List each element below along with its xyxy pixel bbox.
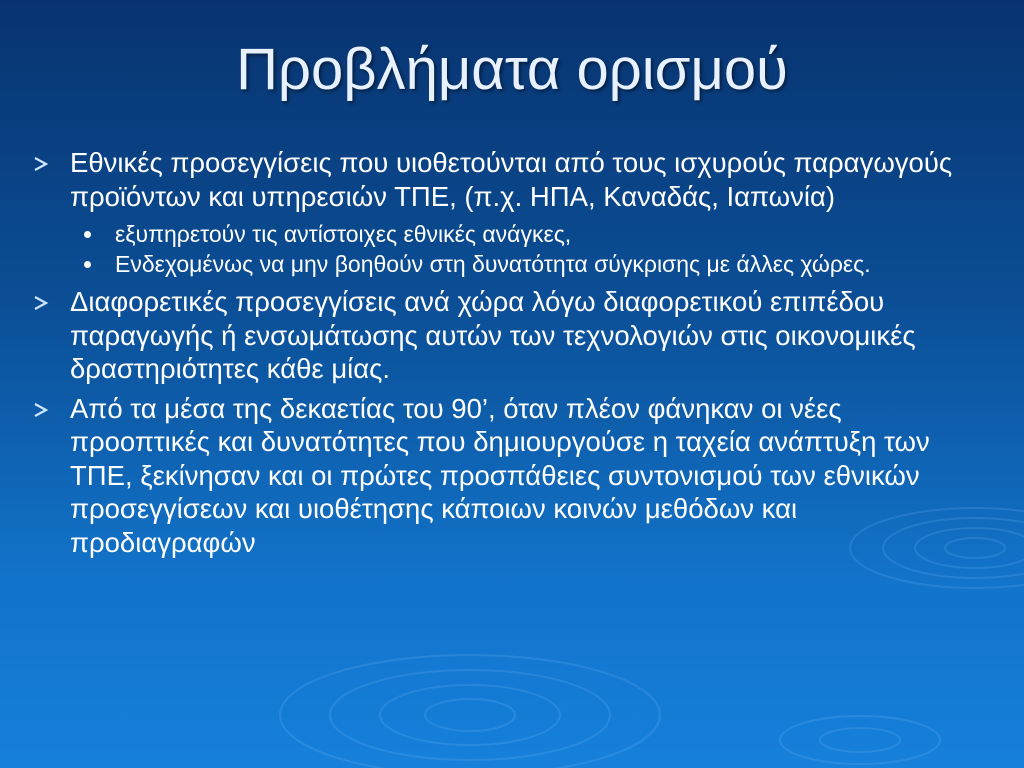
- slide-body: [30, 146, 970, 565]
- bullet-text: Διαφορετικές προσεγγίσεις ανά χώρα λόγω διαφορετικού επιπέδου παραγωγής ή ενσωμάτωσης αυτών των τεχνολογιών στις οικονομικές δραστηριότητες κάθε μίας.: [70, 286, 916, 384]
- arrow-bullet-icon: [32, 402, 50, 418]
- bullet-item: [30, 146, 970, 213]
- sub-bullet-text: εξυπηρετούν τις αντίστοιχες εθνικές ανάγκες,: [115, 221, 572, 247]
- slide-title: Προβλήματα ορισμού: [236, 37, 788, 102]
- dot-bullet-icon: [84, 261, 91, 268]
- bullet-item: [30, 285, 970, 386]
- dot-bullet-icon: [84, 231, 91, 238]
- arrow-bullet-icon: [32, 156, 50, 172]
- bullet-text: Εθνικές προσεγγίσεις που υιοθετούνται από τους ισχυρούς παραγωγούς προϊόντων και υπηρεσιών ΤΠΕ, (π.χ. ΗΠΑ, Καναδάς, Ιαπωνία): [70, 147, 953, 212]
- sub-bullet-list: [30, 219, 970, 279]
- bullet-text: Από τα μέσα της δεκαετίας του 90’, όταν πλέον φάνηκαν οι νέες προοπτικές και δυνατότητες που δημιουργούσε η ταχεία ανάπτυξη των ΤΠΕ, ξεκίνησαν και οι πρώτες προσπάθειες συντονισμού των εθνικών προσεγγίσεων και υιοθέτησης κάποιων κοινών μεθόδων και προδιαγραφών: [70, 392, 930, 558]
- sub-bullet-item: [30, 219, 970, 249]
- arrow-bullet-icon: [32, 295, 50, 311]
- sub-bullet-item: [30, 249, 970, 279]
- sub-bullet-text: Ενδεχομένως να μην βοηθούν στη δυνατότητα σύγκρισης με άλλες χώρες.: [115, 251, 871, 277]
- bullet-item: [30, 392, 970, 560]
